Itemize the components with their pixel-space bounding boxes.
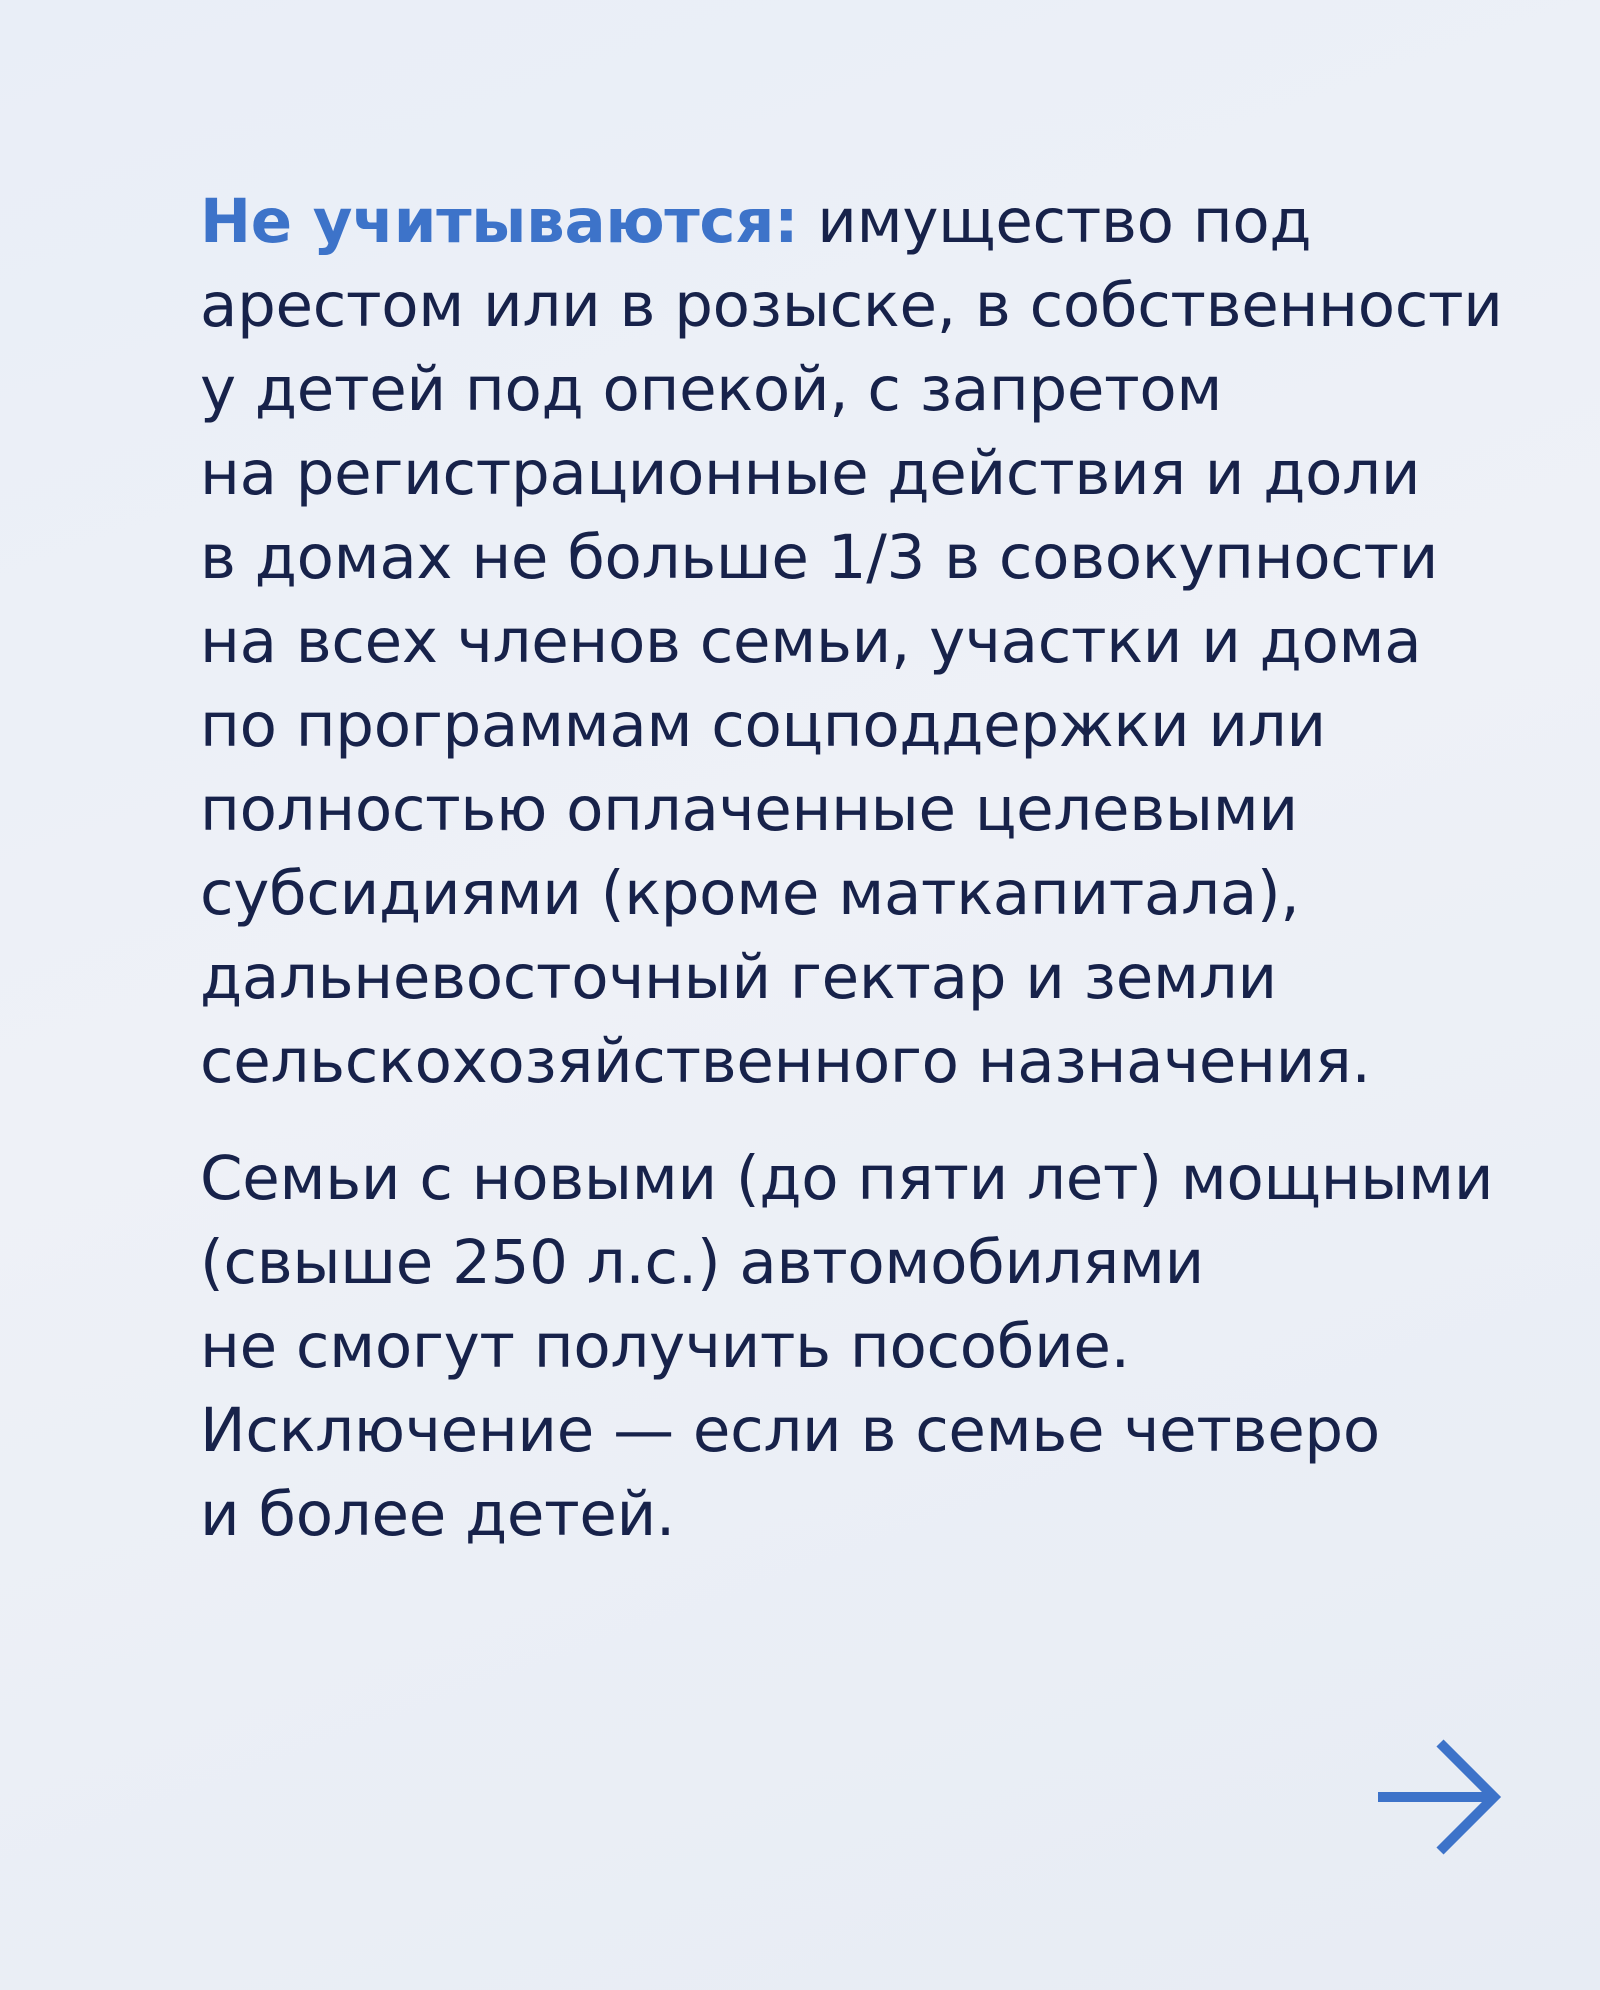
paragraph-line [200,180,1520,264]
paragraph-line: (свыше 250 л.с.) автомобилями [200,1227,1204,1298]
highlight-heading: Не учитываются: [200,186,799,257]
paragraph-line: на всех членов семьи, участки и дома [200,606,1422,677]
paragraph-line: полностью оплаченные целевыми [200,774,1298,845]
paragraph-line: не смогут получить пособие. [200,1311,1130,1382]
paragraph-line: у детей под опекой, с запретом [200,354,1223,425]
paragraph-line: на регистрационные действия и доли [200,438,1421,509]
paragraph-line: Семьи с новыми (до пяти лет) мощными [200,1143,1494,1214]
paragraph-line: в домах не больше 1/3 в совокупности [200,522,1439,593]
paragraph-line: по программам соцподдержки или [200,690,1326,761]
paragraph-line: сельскохозяйственного назначения. [200,1026,1371,1097]
cars-paragraph [200,1137,1520,1557]
text-content [200,180,1520,1557]
paragraph-line: и более детей. [200,1479,676,1550]
line-text: имущество под [817,186,1312,257]
next-slide-button[interactable] [1374,1738,1502,1856]
paragraph-line: Исключение — если в семье четверо [200,1395,1380,1466]
paragraph-line: арестом или в розыске, в собственности [200,270,1503,341]
arrow-right-icon [1374,1738,1502,1856]
paragraph-line: дальневосточный гектар и земли [200,942,1277,1013]
exclusions-paragraph [200,180,1520,1104]
paragraph-line: субсидиями (кроме маткапитала), [200,858,1300,929]
